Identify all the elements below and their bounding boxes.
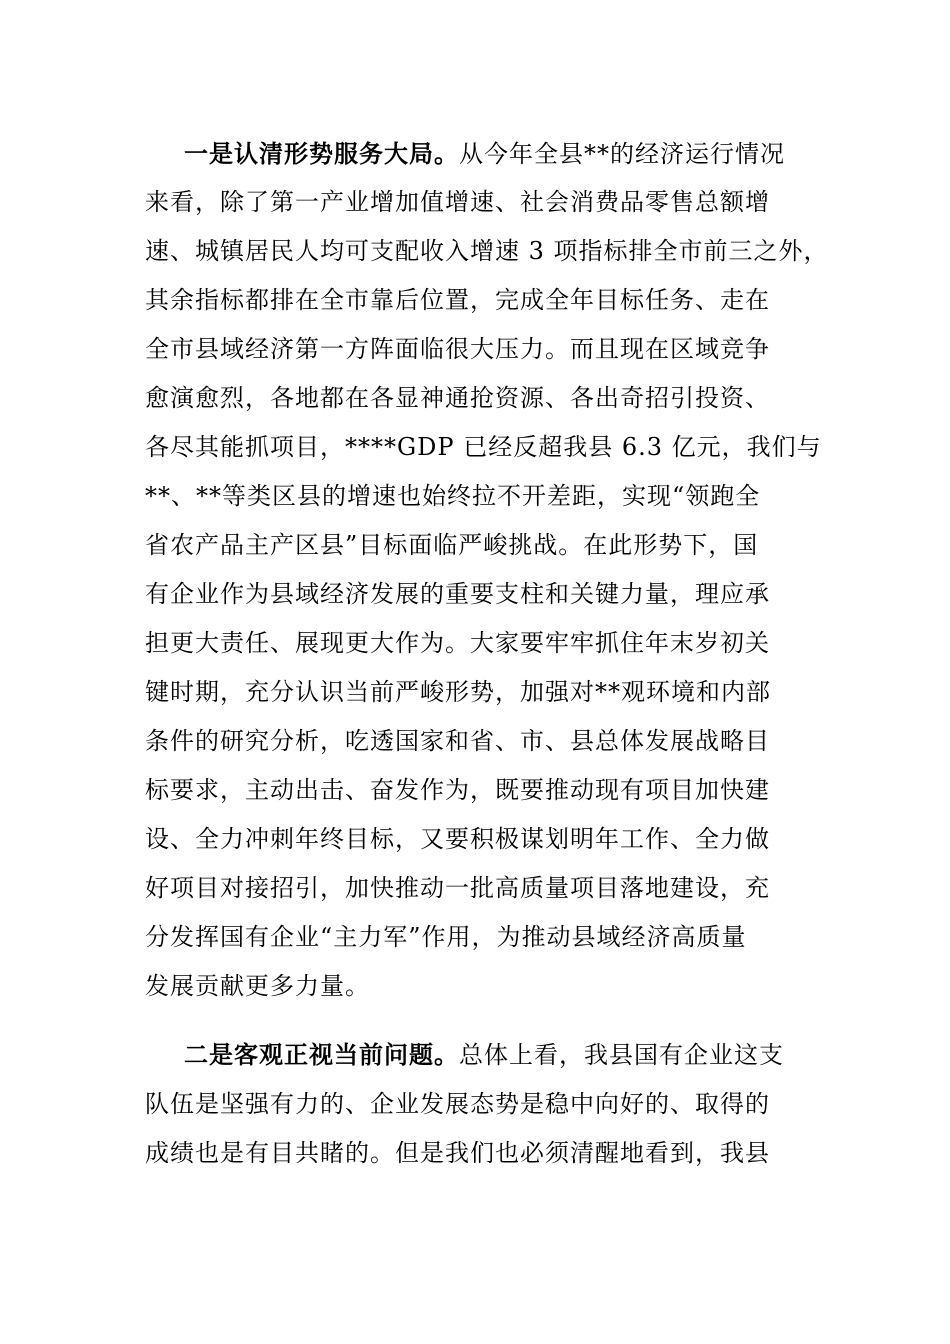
text-line: 愈演愈烈，各地都在各显神通抢资源、各出奇招引投资、 (145, 384, 770, 412)
paragraph-2-heading: 二是客观正视当前问题。 (184, 1040, 459, 1069)
text-line: **、**等类区县的增速也始终拉不开差距，实现“领跑全 (145, 482, 761, 510)
text-line: 速、城镇居民人均可支配收入增速 3 项指标排全市前三之外， (145, 237, 829, 265)
text-line: 设、全力冲刺年终目标，又要积极谋划明年工作、全力做 (145, 825, 770, 853)
text-line: 担更大责任、展现更大作为。大家要牢牢抓住年末岁初关 (145, 629, 770, 657)
text-line: 发展贡献更多力量。 (145, 972, 370, 1000)
text-line: 标要求，主动出击、奋发作为，既要推动现有项目加快建 (145, 776, 770, 804)
text-line: 键时期，充分认识当前严峻形势，加强对**观环境和内部 (145, 678, 771, 706)
text-line: 成绩也是有目共睹的。但是我们也必须清醒地看到，我县 (145, 1139, 770, 1167)
text-line: 各尽其能抓项目，****GDP 已经反超我县 6.3 亿元，我们与 (145, 433, 822, 461)
paragraph-2-first-line (184, 1035, 784, 1075)
paragraph-1-heading: 一是认清形势服务大局。 (184, 139, 459, 168)
text-line: 省农产品主产区县”目标面临严峻挑战。在此形势下，国 (145, 531, 759, 559)
paragraph-1-first-line (184, 134, 785, 174)
text-line: 好项目对接招引，加快推动一批高质量项目落地建设，充 (145, 874, 770, 902)
text-line: 其余指标都排在全市靠后位置，完成全年目标任务、走在 (145, 286, 770, 314)
text-line: 来看，除了第一产业增加值增速、社会消费品零售总额增 (145, 188, 770, 216)
text-line: 分发挥国有企业“主力军”作用，为推动县域经济高质量 (145, 923, 747, 951)
text-line: 全市县域经济第一方阵面临很大压力。而且现在区域竞争 (145, 335, 770, 363)
text-line: 队伍是坚强有力的、企业发展态势是稳中向好的、取得的 (145, 1090, 770, 1118)
text-line: 有企业作为县域经济发展的重要支柱和关键力量，理应承 (145, 580, 770, 608)
text-line: 条件的研究分析，吃透国家和省、市、县总体发展战略目 (145, 727, 770, 755)
paragraph-1-first-text: 从今年全县**的经济运行情况 (459, 140, 785, 168)
paragraph-2-first-text: 总体上看，我县国有企业这支 (459, 1041, 784, 1069)
